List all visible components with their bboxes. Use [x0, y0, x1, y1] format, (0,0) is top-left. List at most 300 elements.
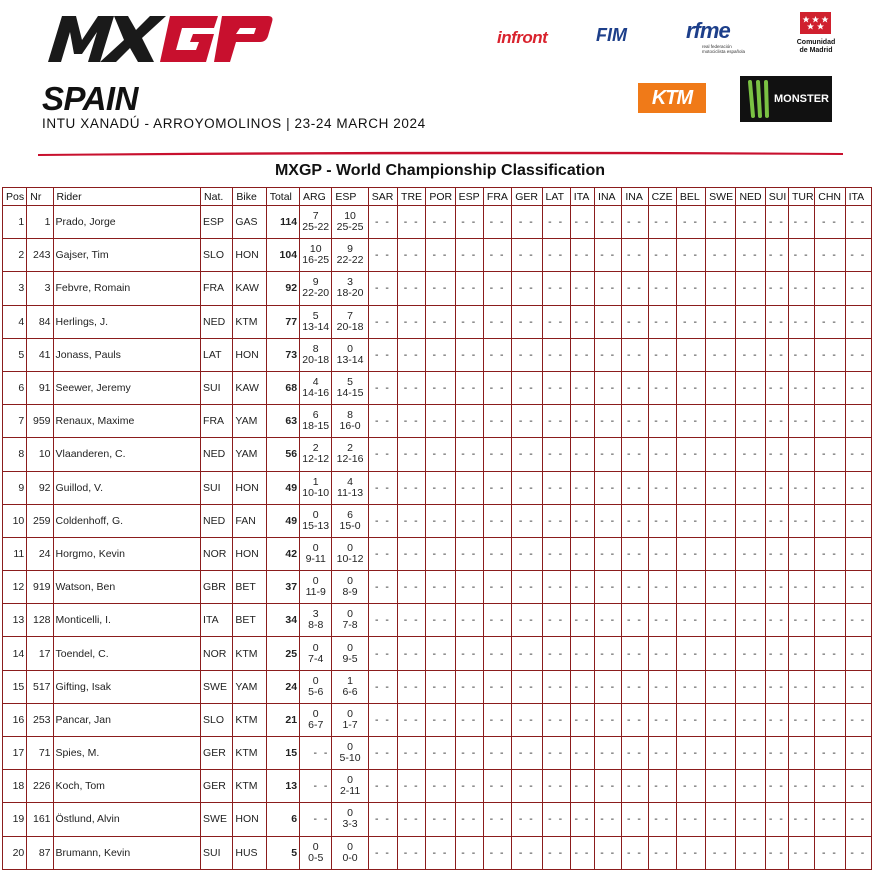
total-cell: 104	[266, 239, 299, 272]
heat-results: 5-6	[308, 685, 324, 698]
round-points: 10	[309, 243, 322, 256]
empty-round-cell: - -	[483, 239, 511, 272]
total-cell: 49	[266, 471, 299, 504]
empty-round-cell: - -	[845, 571, 871, 604]
empty-round-cell: - -	[706, 338, 736, 371]
column-header: Bike	[233, 188, 266, 206]
empty-round-cell: - -	[542, 604, 570, 637]
heat-results: 9-11	[305, 552, 326, 565]
round-points: 0	[312, 508, 319, 521]
empty-round-cell: - -	[789, 703, 815, 736]
round-result-cell	[332, 770, 368, 803]
rider-cell: Jonass, Pauls	[53, 338, 201, 371]
number-cell: 84	[27, 305, 53, 338]
empty-round-cell: - -	[300, 803, 332, 836]
empty-round-cell: - -	[542, 571, 570, 604]
heat-results: 8-8	[308, 619, 324, 632]
empty-round-cell: - -	[648, 836, 676, 869]
position-cell: 18	[3, 770, 27, 803]
column-header: NED	[736, 188, 765, 206]
table-row	[3, 305, 872, 338]
empty-round-cell: - -	[648, 272, 676, 305]
empty-round-cell: - -	[512, 836, 542, 869]
number-cell: 87	[27, 836, 53, 869]
table-row	[3, 670, 872, 703]
empty-round-cell: - -	[736, 206, 765, 239]
empty-round-cell: - -	[595, 438, 622, 471]
infront-logo: infront	[497, 28, 548, 47]
heat-results: 25-25	[336, 221, 364, 234]
empty-round-cell: - -	[368, 571, 397, 604]
empty-round-cell: - -	[648, 471, 676, 504]
empty-round-cell: - -	[815, 239, 845, 272]
nation-cell: NOR	[201, 537, 233, 570]
empty-round-cell: - -	[706, 405, 736, 438]
bike-cell: HON	[233, 803, 266, 836]
position-cell: 8	[3, 438, 27, 471]
round-result-cell	[300, 239, 332, 272]
empty-round-cell: - -	[483, 604, 511, 637]
empty-round-cell: - -	[368, 836, 397, 869]
number-cell: 253	[27, 703, 53, 736]
round-result-cell	[332, 239, 368, 272]
empty-round-cell: - -	[648, 703, 676, 736]
empty-round-cell: - -	[815, 770, 845, 803]
empty-round-cell: - -	[648, 537, 676, 570]
empty-round-cell: - -	[570, 438, 594, 471]
total-cell: 34	[266, 604, 299, 637]
round-points: 7	[347, 309, 353, 322]
empty-round-cell: - -	[815, 471, 845, 504]
bike-cell: YAM	[233, 670, 266, 703]
rider-cell: Brumann, Kevin	[53, 836, 201, 869]
heat-results: 16-0	[339, 420, 361, 433]
heat-results: 13-14	[336, 353, 364, 366]
number-cell: 10	[27, 438, 53, 471]
round-points: 0	[347, 741, 353, 754]
round-result-cell	[332, 471, 368, 504]
empty-round-cell: - -	[426, 604, 455, 637]
empty-round-cell: - -	[595, 371, 622, 404]
empty-round-cell: - -	[398, 836, 426, 869]
column-header: POR	[426, 188, 455, 206]
table-row	[3, 471, 872, 504]
nation-cell: SWE	[201, 670, 233, 703]
bike-cell: HUS	[233, 836, 266, 869]
heat-results: 2-11	[339, 785, 361, 798]
empty-round-cell: - -	[455, 803, 483, 836]
empty-round-cell: - -	[542, 305, 570, 338]
empty-round-cell: - -	[815, 305, 845, 338]
empty-round-cell: - -	[815, 637, 845, 670]
empty-round-cell: - -	[368, 239, 397, 272]
event-venue: INTU XANADÚ - ARROYOMOLINOS | 23-24 MARCH 2024	[42, 116, 426, 131]
nation-cell: GER	[201, 737, 233, 770]
empty-round-cell: - -	[512, 803, 542, 836]
heat-results: 20-18	[302, 353, 330, 366]
empty-round-cell: - -	[483, 537, 511, 570]
rider-cell: Toendel, C.	[53, 637, 201, 670]
round-points: 0	[347, 840, 353, 853]
empty-round-cell: - -	[845, 770, 871, 803]
column-header: ESP	[455, 188, 483, 206]
empty-round-cell: - -	[845, 338, 871, 371]
empty-round-cell: - -	[815, 703, 845, 736]
empty-round-cell: - -	[622, 637, 648, 670]
empty-round-cell: - -	[512, 737, 542, 770]
header	[0, 0, 880, 158]
number-cell: 243	[27, 239, 53, 272]
position-cell: 2	[3, 239, 27, 272]
empty-round-cell: - -	[398, 338, 426, 371]
empty-round-cell: - -	[398, 803, 426, 836]
heat-results: 7-8	[342, 619, 358, 632]
event-name: SPAIN	[42, 80, 138, 117]
rider-cell: Vlaanderen, C.	[53, 438, 201, 471]
empty-round-cell: - -	[815, 405, 845, 438]
table-row	[3, 371, 872, 404]
empty-round-cell: - -	[570, 305, 594, 338]
total-cell: 21	[266, 703, 299, 736]
empty-round-cell: - -	[455, 305, 483, 338]
empty-round-cell: - -	[622, 836, 648, 869]
nation-cell: NED	[201, 504, 233, 537]
empty-round-cell: - -	[455, 604, 483, 637]
bike-cell: FAN	[233, 504, 266, 537]
bike-cell: YAM	[233, 438, 266, 471]
empty-round-cell: - -	[483, 703, 511, 736]
empty-round-cell: - -	[845, 803, 871, 836]
empty-round-cell: - -	[512, 371, 542, 404]
empty-round-cell: - -	[815, 371, 845, 404]
empty-round-cell: - -	[648, 737, 676, 770]
round-points: 0	[347, 707, 353, 720]
fim-logo: FIM	[596, 25, 627, 45]
empty-round-cell: - -	[845, 836, 871, 869]
empty-round-cell: - -	[426, 637, 455, 670]
empty-round-cell: - -	[706, 272, 736, 305]
nation-cell: NED	[201, 438, 233, 471]
round-result-cell	[332, 272, 368, 305]
empty-round-cell: - -	[765, 305, 788, 338]
table-row	[3, 405, 872, 438]
empty-round-cell: - -	[648, 338, 676, 371]
empty-round-cell: - -	[368, 703, 397, 736]
empty-round-cell: - -	[736, 338, 765, 371]
position-cell: 15	[3, 670, 27, 703]
rider-cell: Koch, Tom	[53, 770, 201, 803]
empty-round-cell: - -	[398, 504, 426, 537]
empty-round-cell: - -	[542, 338, 570, 371]
round-points: 1	[347, 674, 353, 687]
madrid-logo-text: Comunidad de Madrid	[796, 39, 836, 54]
column-header: TRE	[398, 188, 426, 206]
round-points: 0	[312, 575, 319, 588]
empty-round-cell: - -	[595, 471, 622, 504]
round-result-cell	[300, 537, 332, 570]
position-cell: 7	[3, 405, 27, 438]
column-header: Pos	[3, 188, 27, 206]
empty-round-cell: - -	[595, 239, 622, 272]
empty-round-cell: - -	[622, 770, 648, 803]
empty-round-cell: - -	[455, 836, 483, 869]
empty-round-cell: - -	[595, 770, 622, 803]
empty-round-cell: - -	[736, 405, 765, 438]
empty-round-cell: - -	[789, 371, 815, 404]
total-cell: 13	[266, 770, 299, 803]
empty-round-cell: - -	[706, 471, 736, 504]
empty-round-cell: - -	[789, 604, 815, 637]
empty-round-cell: - -	[789, 571, 815, 604]
round-points: 0	[312, 641, 319, 654]
empty-round-cell: - -	[815, 206, 845, 239]
empty-round-cell: - -	[483, 305, 511, 338]
position-cell: 4	[3, 305, 27, 338]
table-row	[3, 836, 872, 869]
empty-round-cell: - -	[648, 604, 676, 637]
empty-round-cell: - -	[736, 770, 765, 803]
empty-round-cell: - -	[483, 338, 511, 371]
table-row	[3, 637, 872, 670]
total-cell: 63	[266, 405, 299, 438]
empty-round-cell: - -	[483, 637, 511, 670]
empty-round-cell: - -	[398, 770, 426, 803]
empty-round-cell: - -	[483, 571, 511, 604]
empty-round-cell: - -	[765, 604, 788, 637]
empty-round-cell: - -	[542, 504, 570, 537]
bike-cell: KTM	[233, 637, 266, 670]
round-result-cell	[332, 537, 368, 570]
empty-round-cell: - -	[815, 537, 845, 570]
mxgp-logo	[42, 10, 274, 66]
empty-round-cell: - -	[815, 604, 845, 637]
column-header: LAT	[542, 188, 570, 206]
bike-cell: HON	[233, 537, 266, 570]
empty-round-cell: - -	[512, 537, 542, 570]
empty-round-cell: - -	[542, 737, 570, 770]
empty-round-cell: - -	[398, 471, 426, 504]
empty-round-cell: - -	[368, 471, 397, 504]
heat-results: 0-0	[342, 851, 358, 864]
empty-round-cell: - -	[789, 737, 815, 770]
table-header-row	[3, 188, 872, 206]
empty-round-cell: - -	[845, 737, 871, 770]
rider-cell: Febvre, Romain	[53, 272, 201, 305]
empty-round-cell: - -	[622, 338, 648, 371]
empty-round-cell: - -	[542, 803, 570, 836]
nation-cell: ITA	[201, 604, 233, 637]
empty-round-cell: - -	[368, 305, 397, 338]
round-result-cell	[332, 703, 368, 736]
heat-results: 0-5	[308, 851, 324, 864]
empty-round-cell: - -	[512, 604, 542, 637]
nation-cell: FRA	[201, 405, 233, 438]
heat-results: 6-6	[342, 685, 358, 698]
empty-round-cell: - -	[542, 836, 570, 869]
empty-round-cell: - -	[676, 471, 705, 504]
number-cell: 91	[27, 371, 53, 404]
number-cell: 259	[27, 504, 53, 537]
empty-round-cell: - -	[368, 504, 397, 537]
empty-round-cell: - -	[595, 737, 622, 770]
round-points: 8	[347, 409, 353, 422]
empty-round-cell: - -	[622, 737, 648, 770]
heat-results: 10-10	[302, 486, 330, 499]
empty-round-cell: - -	[595, 703, 622, 736]
bike-cell: KAW	[233, 371, 266, 404]
column-header: GER	[512, 188, 542, 206]
empty-round-cell: - -	[765, 371, 788, 404]
empty-round-cell: - -	[765, 504, 788, 537]
round-points: 4	[347, 475, 353, 488]
empty-round-cell: - -	[368, 438, 397, 471]
table-row	[3, 504, 872, 537]
empty-round-cell: - -	[706, 803, 736, 836]
round-result-cell	[300, 405, 332, 438]
empty-round-cell: - -	[648, 770, 676, 803]
total-cell: 37	[266, 571, 299, 604]
rider-cell: Gifting, Isak	[53, 670, 201, 703]
empty-round-cell: - -	[736, 604, 765, 637]
empty-round-cell: - -	[706, 571, 736, 604]
round-result-cell	[300, 670, 332, 703]
empty-round-cell: - -	[426, 371, 455, 404]
empty-round-cell: - -	[706, 371, 736, 404]
heat-results: 22-22	[336, 254, 364, 267]
nation-cell: SLO	[201, 703, 233, 736]
empty-round-cell: - -	[622, 371, 648, 404]
empty-round-cell: - -	[815, 670, 845, 703]
bike-cell: KTM	[233, 703, 266, 736]
position-cell: 17	[3, 737, 27, 770]
total-cell: 5	[266, 836, 299, 869]
empty-round-cell: - -	[676, 305, 705, 338]
empty-round-cell: - -	[765, 206, 788, 239]
empty-round-cell: - -	[570, 571, 594, 604]
empty-round-cell: - -	[368, 637, 397, 670]
round-points: 0	[312, 541, 319, 554]
madrid-flag-icon	[800, 12, 831, 34]
empty-round-cell: - -	[483, 803, 511, 836]
round-result-cell	[300, 504, 332, 537]
empty-round-cell: - -	[483, 438, 511, 471]
empty-round-cell: - -	[595, 272, 622, 305]
empty-round-cell: - -	[368, 272, 397, 305]
empty-round-cell: - -	[845, 471, 871, 504]
empty-round-cell: - -	[648, 239, 676, 272]
rider-cell: Östlund, Alvin	[53, 803, 201, 836]
empty-round-cell: - -	[622, 405, 648, 438]
empty-round-cell: - -	[455, 670, 483, 703]
empty-round-cell: - -	[765, 770, 788, 803]
empty-round-cell: - -	[368, 338, 397, 371]
empty-round-cell: - -	[789, 504, 815, 537]
table-row	[3, 438, 872, 471]
empty-round-cell: - -	[455, 504, 483, 537]
empty-round-cell: - -	[765, 239, 788, 272]
nation-cell: NOR	[201, 637, 233, 670]
empty-round-cell: - -	[512, 703, 542, 736]
bike-cell: KTM	[233, 737, 266, 770]
empty-round-cell: - -	[368, 371, 397, 404]
empty-round-cell: - -	[512, 770, 542, 803]
empty-round-cell: - -	[426, 272, 455, 305]
empty-round-cell: - -	[483, 737, 511, 770]
empty-round-cell: - -	[845, 405, 871, 438]
nation-cell: SWE	[201, 803, 233, 836]
empty-round-cell: - -	[706, 637, 736, 670]
ktm-logo: KTM	[638, 83, 706, 113]
empty-round-cell: - -	[648, 803, 676, 836]
empty-round-cell: - -	[512, 438, 542, 471]
empty-round-cell: - -	[736, 803, 765, 836]
empty-round-cell: - -	[426, 504, 455, 537]
empty-round-cell: - -	[368, 803, 397, 836]
empty-round-cell: - -	[426, 571, 455, 604]
position-cell: 19	[3, 803, 27, 836]
round-result-cell	[300, 637, 332, 670]
empty-round-cell: - -	[736, 571, 765, 604]
rfme-subtitle: real federación motociclista española	[702, 44, 746, 54]
round-result-cell	[300, 338, 332, 371]
empty-round-cell: - -	[595, 206, 622, 239]
round-result-cell	[332, 206, 368, 239]
rider-cell: Monticelli, I.	[53, 604, 201, 637]
empty-round-cell: - -	[676, 438, 705, 471]
empty-round-cell: - -	[622, 604, 648, 637]
round-points: 7	[312, 210, 319, 223]
empty-round-cell: - -	[483, 471, 511, 504]
empty-round-cell: - -	[648, 504, 676, 537]
empty-round-cell: - -	[706, 737, 736, 770]
empty-round-cell: - -	[368, 737, 397, 770]
empty-round-cell: - -	[706, 305, 736, 338]
empty-round-cell: - -	[845, 272, 871, 305]
empty-round-cell: - -	[426, 770, 455, 803]
empty-round-cell: - -	[595, 670, 622, 703]
empty-round-cell: - -	[706, 239, 736, 272]
table-row	[3, 703, 872, 736]
empty-round-cell: - -	[570, 239, 594, 272]
table-row	[3, 206, 872, 239]
column-header: ESP	[332, 188, 368, 206]
empty-round-cell: - -	[595, 504, 622, 537]
empty-round-cell: - -	[815, 571, 845, 604]
total-cell: 77	[266, 305, 299, 338]
rider-cell: Pancar, Jan	[53, 703, 201, 736]
empty-round-cell: - -	[398, 637, 426, 670]
number-cell: 24	[27, 537, 53, 570]
empty-round-cell: - -	[512, 272, 542, 305]
empty-round-cell: - -	[845, 438, 871, 471]
round-result-cell	[332, 571, 368, 604]
number-cell: 959	[27, 405, 53, 438]
column-header: FRA	[483, 188, 511, 206]
total-cell: 68	[266, 371, 299, 404]
empty-round-cell: - -	[570, 803, 594, 836]
total-cell: 6	[266, 803, 299, 836]
empty-round-cell: - -	[676, 836, 705, 869]
empty-round-cell: - -	[765, 803, 788, 836]
empty-round-cell: - -	[736, 371, 765, 404]
empty-round-cell: - -	[398, 371, 426, 404]
round-points: 8	[312, 342, 319, 355]
total-cell: 92	[266, 272, 299, 305]
round-points: 1	[312, 475, 319, 488]
column-header: Nat.	[201, 188, 233, 206]
empty-round-cell: - -	[426, 239, 455, 272]
empty-round-cell: - -	[815, 438, 845, 471]
